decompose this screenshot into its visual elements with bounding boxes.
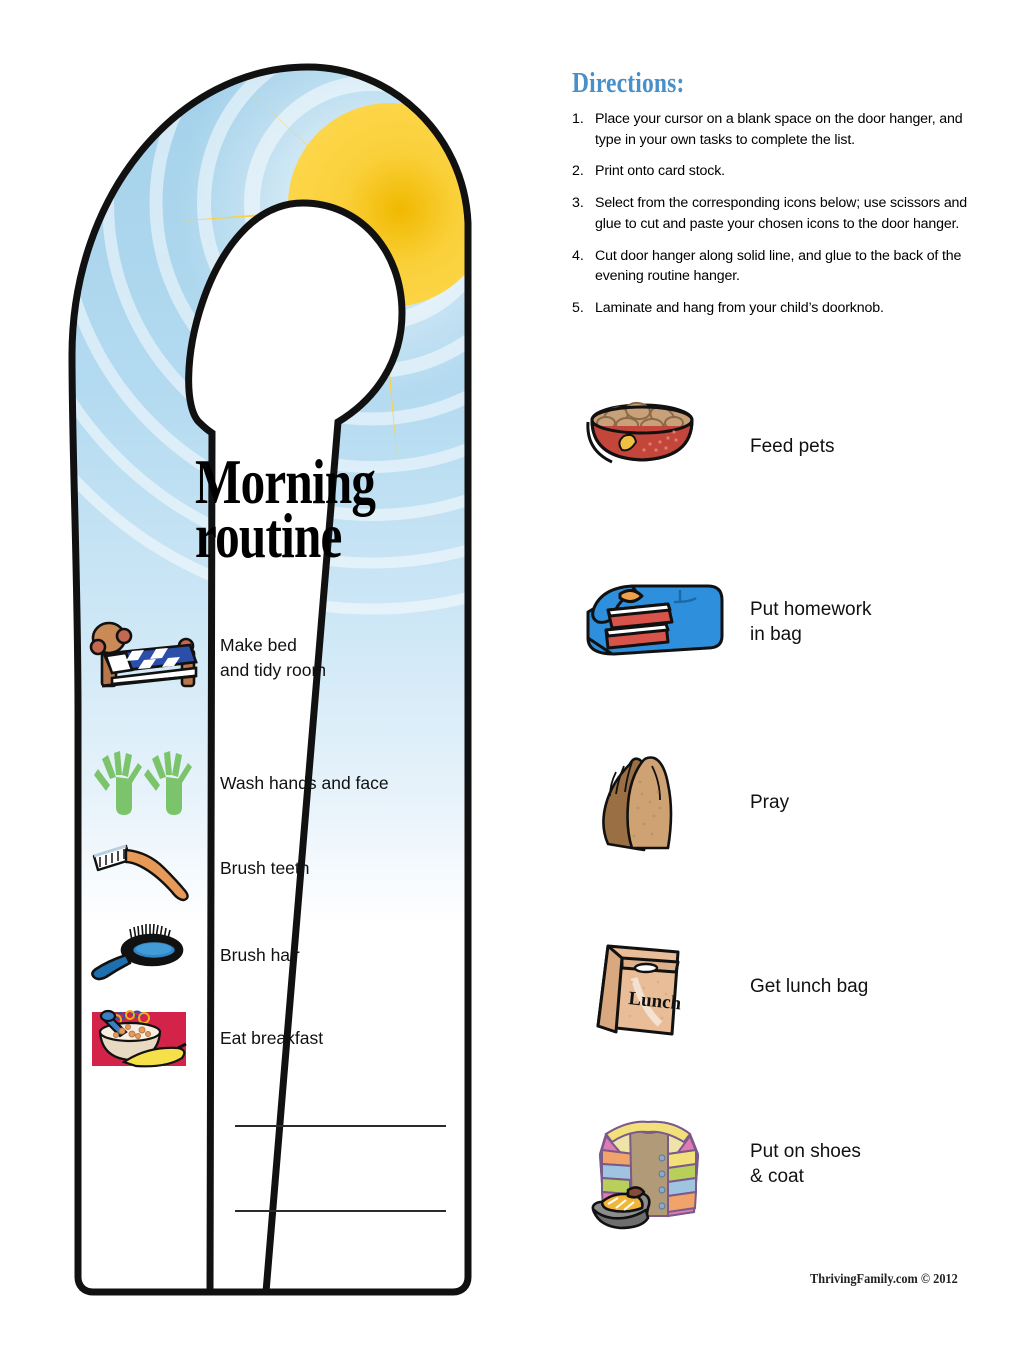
- direction-number: 3.: [572, 195, 584, 212]
- direction-item: [572, 109, 972, 150]
- library-label: Put homework in bag: [750, 599, 872, 645]
- direction-number: 1.: [572, 111, 584, 127]
- direction-item: [572, 161, 972, 182]
- coat-shoes-icon: [572, 1110, 750, 1220]
- hands-icon: [86, 745, 208, 821]
- pet-bowl-icon: [572, 392, 750, 502]
- task-label: Make bed and tidy room: [220, 635, 327, 680]
- directions-heading: Directions:: [572, 68, 685, 99]
- library-label: Feed pets: [750, 435, 835, 457]
- task-row[interactable]: [86, 917, 486, 993]
- lunch-bag-text: Lunch: [627, 988, 683, 1015]
- copyright-text: ThrivingFamily.com © 2012: [810, 1272, 958, 1287]
- library-item[interactable]: [572, 392, 992, 502]
- direction-item: [572, 246, 972, 287]
- direction-text: Place your cursor on a blank space on the door hanger, and type in your own tasks to complete the list.: [595, 111, 963, 148]
- write-in-line[interactable]: [235, 1125, 446, 1127]
- task-row[interactable]: [86, 745, 486, 821]
- library-item[interactable]: [572, 568, 992, 678]
- task-label: Brush teeth: [220, 857, 310, 878]
- write-in-line[interactable]: [235, 1210, 446, 1212]
- library-item[interactable]: [572, 748, 992, 858]
- toothbrush-icon: [86, 830, 208, 906]
- hairbrush-icon: [86, 917, 208, 993]
- door-hanger: [60, 55, 490, 1300]
- direction-text: Laminate and hang from your child’s doorknob.: [595, 300, 884, 317]
- direction-text: Cut door hanger along solid line, and glue to the back of the evening routine hanger.: [595, 247, 962, 285]
- bed-icon: [86, 620, 208, 696]
- library-label: Pray: [750, 791, 790, 813]
- hanger-title: [195, 447, 402, 572]
- library-item[interactable]: [572, 932, 992, 1042]
- task-row[interactable]: [86, 620, 486, 696]
- praying-hands-icon: [572, 748, 750, 858]
- cereal-bowl-icon: [86, 1000, 208, 1076]
- hanger-title-line1: Morning: [195, 447, 376, 517]
- library-item[interactable]: [572, 1110, 992, 1220]
- direction-text: Print onto card stock.: [595, 163, 725, 180]
- library-label: Put on shoes & coat: [750, 1141, 861, 1187]
- task-label: Eat breakfast: [220, 1027, 324, 1048]
- library-label: Get lunch bag: [750, 975, 869, 997]
- direction-number: 5.: [572, 300, 584, 317]
- task-row[interactable]: [86, 1000, 486, 1076]
- task-label: Wash hands and face: [220, 772, 389, 793]
- task-label: Brush hair: [220, 944, 300, 965]
- direction-number: 2.: [572, 163, 584, 180]
- direction-number: 4.: [572, 247, 584, 264]
- task-row[interactable]: [86, 830, 486, 906]
- hanger-title-line2: routine: [195, 501, 342, 572]
- direction-item: [572, 298, 972, 319]
- direction-item: [572, 193, 972, 234]
- direction-text: Select from the corresponding icons below; use scissors and glue to cut and paste your chosen icons to the door hanger.: [595, 195, 968, 232]
- directions-panel: [572, 68, 972, 330]
- lunch-bag-icon: [572, 932, 750, 1042]
- backpack-icon: [572, 568, 750, 678]
